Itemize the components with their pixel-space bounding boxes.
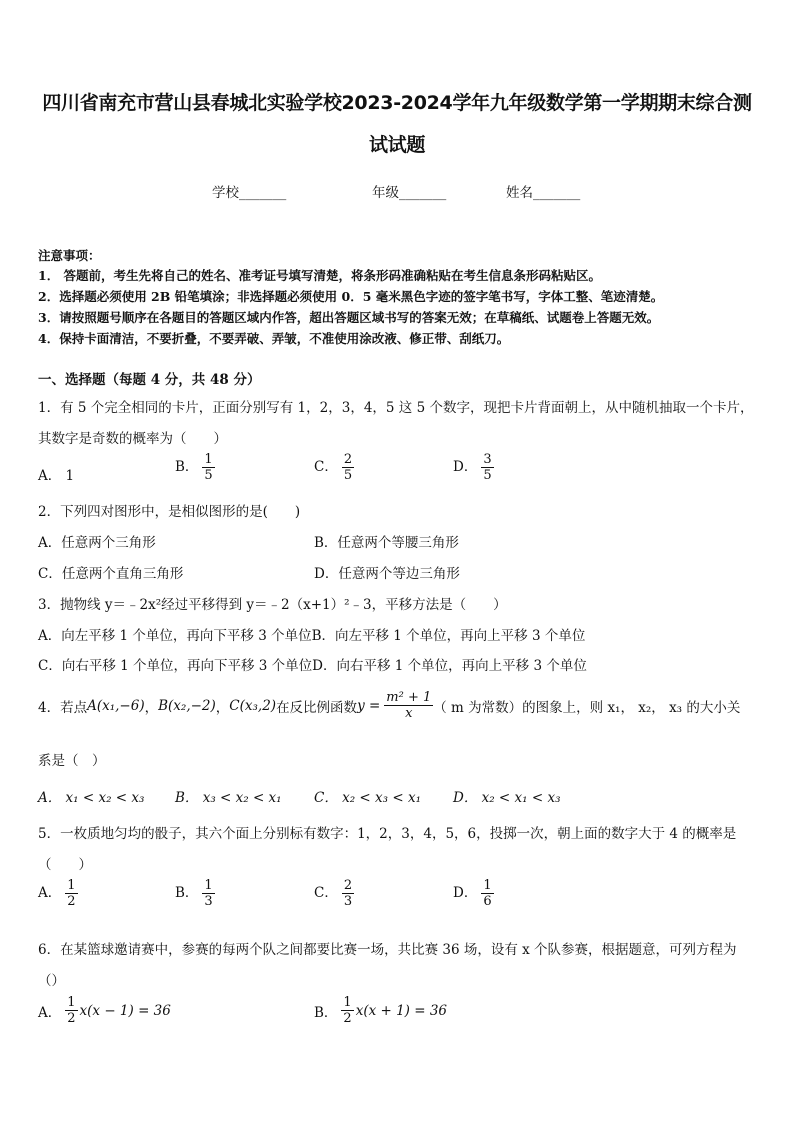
q4-option-c: C． x₂ < x₃ < x₁	[314, 790, 421, 806]
q6-line1: 6．在某篮球邀请赛中，参赛的每两个队之间都要比赛一场，共比赛 36 场，设有 x 个队参赛，根据题意，可列方程为	[38, 942, 737, 958]
function-lhs: y =	[357, 697, 381, 714]
q1-line2: 其数字是奇数的概率为（ ）	[38, 431, 227, 447]
school-field: 学校_______	[212, 185, 287, 201]
q6-line2: （）	[38, 973, 65, 989]
q5-line1: 5．一枚质地匀均的骰子，其六个面上分别标有数字：1，2，3，4，5，6，投掷一次，朝上面的数字大于 4 的概率是	[38, 826, 737, 842]
q1-option-c: C． $\frac{2}{5}$	[314, 452, 353, 483]
q4-option-d: D． x₂ < x₁ < x₃	[453, 790, 561, 806]
notes-heading: 注意事项：	[38, 248, 101, 263]
q4-option-b: B． x₃ < x₂ < x₁	[175, 790, 282, 806]
point-c: C(x₃,2)	[229, 697, 277, 714]
q4-line2: 系是（ ）	[38, 753, 106, 769]
q5-option-c: C． $\frac{2}{3}$	[314, 878, 353, 909]
q1-option-b: B． $\frac{1}{5}$	[175, 452, 213, 483]
grade-field: 年级_______	[372, 185, 447, 201]
q6-option-b: B． $\frac{1}{2}$ x(x + 1) = 36	[314, 995, 448, 1026]
q1-line1: 1．有 5 个完全相同的卡片，正面分别写有 1，2，3，4，5 这 5 个数字，现把卡片背面朝上，从中随机抽取一个卡片，	[38, 400, 754, 416]
note-item-4: 4．保持卡面清洁，不要折叠，不要弄破、弄皱，不准使用涂改液、修正带、刮纸刀。	[38, 331, 510, 346]
page-title-line2: 试试题	[368, 134, 426, 156]
point-b: B(x₂,−2)	[158, 697, 216, 714]
q1-option-a: A． 1	[38, 468, 75, 484]
note-item-1: 1． 答题前，考生先将自己的姓名、准考证号填写清楚，将条形码准确粘贴在考生信息条形码粘贴区。	[38, 268, 602, 283]
page-title-line1: 四川省南充市营山县春城北实验学校2023-2024学年九年级数学第一学期期末综合测	[42, 92, 752, 114]
q4-line1: 4．若点 A(x₁,−6) ， B(x₂,−2) ， C(x₃,2) 在反比例函数 y = $\frac{\text{m² + 1}}{x}$ （ m 为常数）的图象上，则 x₁， x₂， x₃ 的大小关	[38, 690, 741, 721]
point-a: A(x₁,−6)	[87, 697, 145, 714]
name-field: 姓名_______	[506, 185, 581, 201]
q3-stem: 3．抛物线 y＝﹣2x²经过平移得到 y＝﹣2（x+1）²﹣3，平移方法是（ ）	[38, 597, 507, 613]
q6-option-a: A． $\frac{1}{2}$ x(x − 1) = 36	[38, 995, 171, 1026]
q2-option-d: D．任意两个等边三角形	[314, 566, 460, 582]
q2-option-c: C．任意两个直角三角形	[38, 566, 184, 582]
q2-stem: 2．下列四对图形中，是相似图形的是( )	[38, 504, 301, 520]
q2-option-b: B．任意两个等腰三角形	[314, 535, 459, 551]
q3-options-ab: A．向左平移 1 个单位，再向下平移 3 个单位B．向左平移 1 个单位，再向上平移 3 个单位	[38, 628, 586, 644]
function-fraction: $\frac{\text{m² + 1}}{x}$	[386, 690, 432, 721]
q1-option-d: D． $\frac{3}{5}$	[453, 452, 492, 483]
q4-option-a: A． x₁ < x₂ < x₃	[38, 790, 145, 806]
q5-option-d: D． $\frac{1}{6}$	[453, 878, 492, 909]
note-item-3: 3．请按照题号顺序在各题目的答题区域内作答，超出答题区域书写的答案无效；在草稿纸、试题卷上答题无效。	[38, 310, 660, 325]
q5-option-b: B． $\frac{1}{3}$	[175, 878, 213, 909]
q2-option-a: A．任意两个三角形	[38, 535, 156, 551]
q3-options-cd: C．向右平移 1 个单位，再向下平移 3 个单位D．向右平移 1 个单位，再向上平移 3 个单位	[38, 658, 587, 674]
note-item-2: 2．选择题必须使用 2B 铅笔填涂；非选择题必须使用 0．5 毫米黑色字迹的签字笔书写，字体工整、笔迹清楚。	[38, 289, 664, 304]
q5-line2: （ ）	[38, 857, 92, 873]
q5-option-a: A． $\frac{1}{2}$	[38, 878, 76, 909]
section-heading: 一、选择题（每题 4 分，共 48 分）	[38, 372, 261, 388]
